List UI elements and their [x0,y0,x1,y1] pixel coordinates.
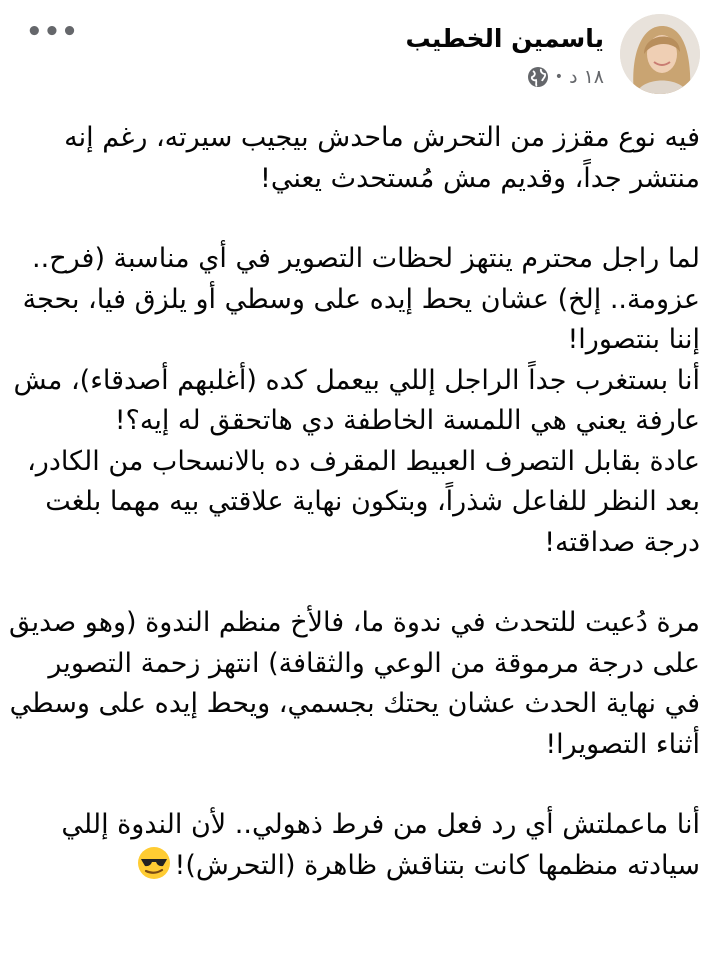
post-paragraph: فيه نوع مقزز من التحرش ماحدش بيجيب سيرته، رغم إنه منتشر جداً، وقديم مش مُستحدث يعني! [64,122,700,194]
author-name[interactable]: ياسمين الخطيب [405,24,604,53]
globe-icon[interactable] [527,66,549,88]
post-paragraph: عادة بقابل التصرف العبيط المقرف ده بالانسحاب من الكادر، بعد النظر للفاعل شذراً، وبتكون نهاية علاقتي بيه مهما بلغت درجة صداقته! [27,445,700,558]
profile-photo [620,14,700,94]
post-paragraph-text: أنا ماعملتش أي رد فعل من فرط ذهولي.. لأن الندوة إللي سيادته منظمها كانت بتناقش ظاهرة (التحرش)! [61,809,700,881]
post-paragraph-last [8,805,700,886]
post-time[interactable]: ١٨ د [569,66,604,88]
avatar[interactable] [620,14,700,94]
post-paragraph: مرة دُعيت للتحدث في ندوة ما، فالأخ منظم الندوة (وهو صديق على درجة مرموقة من الوعي والثقافة) انتهز زحمة التصوير في نهاية الحدث عشان يحتك بجسمي، ويحط إيده على وسطي أثناء التصويرا! [9,607,700,760]
post-meta [527,66,604,88]
post-text [8,118,700,886]
sunglasses-emoji-icon [137,846,171,880]
post-paragraph: لما راجل محترم ينتهز لحظات التصوير في أي مناسبة (فرح.. عزومة.. إلخ) عشان يحط إيده على وسطي أو يلزق فيا، بحجة إننا بنتصورا! [22,243,700,355]
post-paragraph: أنا بستغرب جداً الراجل إللي بيعمل كده (أغلبهم أصدقاء)، مش عارفة يعني هي اللمسة الخاطفة دي هاتحقق له إيه؟! [13,364,700,436]
more-options-button[interactable]: ••• [26,17,79,47]
meta-separator: • [554,69,564,85]
post-header [0,10,720,100]
